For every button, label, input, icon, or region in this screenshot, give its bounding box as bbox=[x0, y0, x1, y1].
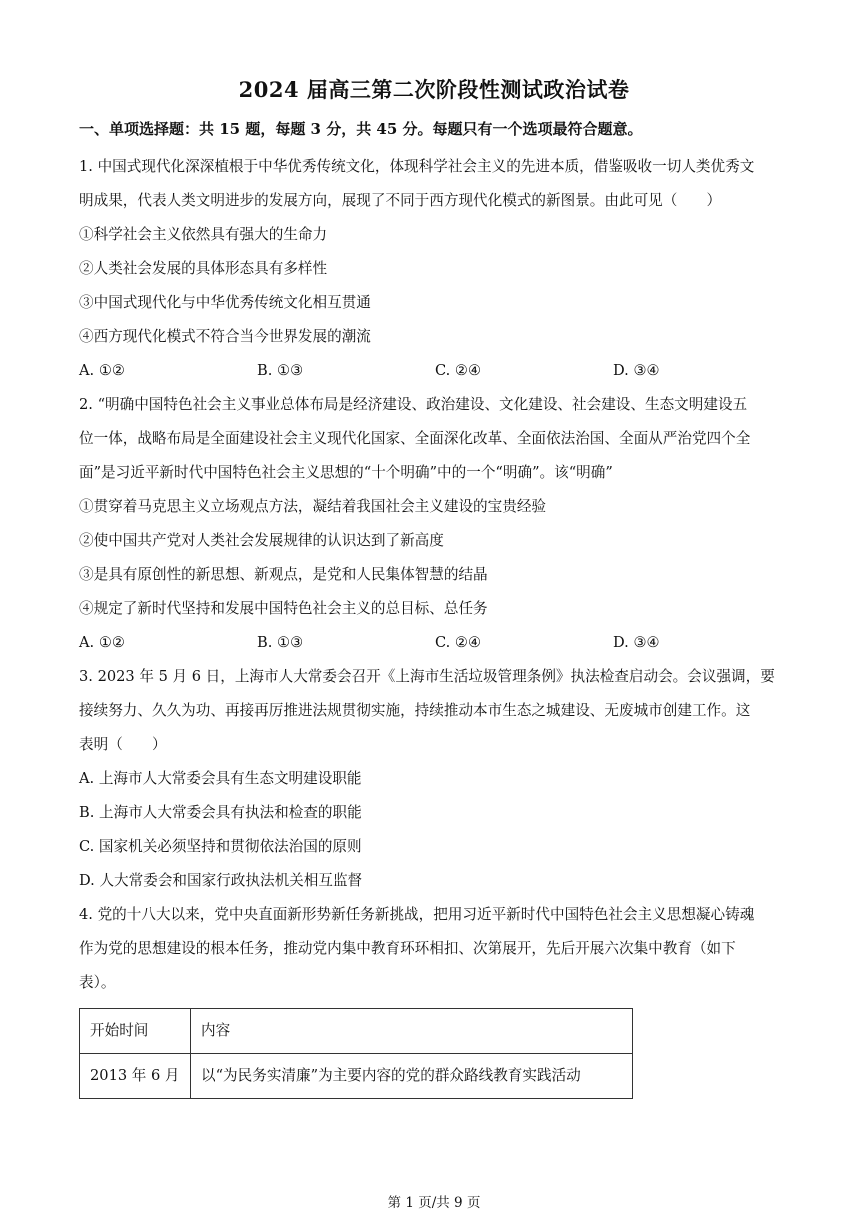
question-stem: 明成果，代表人类文明进步的发展方向，展现了不同于西方现代化模式的新图景。由此可见（ ） bbox=[79, 192, 722, 209]
option-b: B. ①③ bbox=[257, 362, 304, 379]
question-stem: 3. 2023 年 5 月 6 日，上海市人大常委会召开《上海市生活垃圾管理条例》执法检查启动会。会议强调，要 bbox=[79, 668, 775, 685]
exam-title: 2024 届高三第二次阶段性测试政治试卷 bbox=[238, 77, 630, 102]
statement-item: ②使中国共产党对人类社会发展规律的认识达到了新高度 bbox=[79, 532, 444, 549]
option-a: A. ①② bbox=[79, 362, 125, 379]
statement-item: ①贯穿着马克思主义立场观点方法，凝结着我国社会主义建设的宝贵经验 bbox=[79, 498, 547, 515]
option-c: C. ②④ bbox=[435, 362, 482, 379]
option-d: D. 人大常委会和国家行政执法机关相互监督 bbox=[79, 872, 363, 889]
section-heading: 一、单项选择题：共 15 题，每题 3 分，共 45 分。每题只有一个选项最符合题意。 bbox=[79, 120, 643, 138]
question-4 bbox=[79, 898, 792, 1099]
question-stem: 接续努力、久久为功、再接再厉推进法规贯彻实施，持续推动本市生态之城建设、无废城市创建工作。这 bbox=[79, 702, 751, 719]
statement-item: ④西方现代化模式不符合当今世界发展的潮流 bbox=[79, 328, 371, 345]
question-stem: 面”是习近平新时代中国特色社会主义思想的“十个明确”中的一个“明确”。该“明确” bbox=[79, 464, 613, 481]
statement-item: ④规定了新时代坚持和发展中国特色社会主义的总目标、总任务 bbox=[79, 600, 488, 617]
option-c: C. 国家机关必须坚持和贯彻依法治国的原则 bbox=[79, 838, 362, 855]
table-row bbox=[80, 1054, 633, 1099]
question-stem: 位一体，战略布局是全面建设社会主义现代化国家、全面深化改革、全面依法治国、全面从严治党四个全 bbox=[79, 430, 751, 447]
option-c: C. ②④ bbox=[435, 634, 482, 651]
table-header-cell: 内容 bbox=[191, 1009, 633, 1054]
question-stem: 表）。 bbox=[79, 974, 116, 991]
option-a: A. ①② bbox=[79, 634, 125, 651]
page-number-footer: 第 1 页/共 9 页 bbox=[387, 1195, 481, 1211]
question-stem: 2. “明确中国特色社会主义事业总体布局是经济建设、政治建设、文化建设、社会建设、生态文明建设五 bbox=[79, 396, 748, 413]
table-header-row bbox=[80, 1009, 633, 1054]
question-stem: 表明（ ） bbox=[79, 736, 167, 753]
table-header-cell: 开始时间 bbox=[80, 1009, 191, 1054]
question-3 bbox=[79, 660, 792, 898]
answer-options bbox=[79, 626, 792, 660]
answer-options bbox=[79, 354, 792, 388]
statement-item: ③是具有原创性的新思想、新观点，是党和人民集体智慧的结晶 bbox=[79, 566, 488, 583]
table-cell: 以“为民务实清廉”为主要内容的党的群众路线教育实践活动 bbox=[191, 1054, 633, 1099]
option-a: A. 上海市人大常委会具有生态文明建设职能 bbox=[79, 770, 362, 787]
option-d: D. ③④ bbox=[613, 634, 660, 651]
statement-item: ③中国式现代化与中华优秀传统文化相互贯通 bbox=[79, 294, 371, 311]
table-cell: 2013 年 6 月 bbox=[80, 1054, 191, 1099]
option-d: D. ③④ bbox=[613, 362, 660, 379]
question-stem: 4. 党的十八大以来，党中央直面新形势新任务新挑战，把用习近平新时代中国特色社会主义思想凝心铸魂 bbox=[79, 906, 755, 923]
question-stem: 1. 中国式现代化深深植根于中华优秀传统文化，体现科学社会主义的先进本质，借鉴吸收一切人类优秀文 bbox=[79, 158, 755, 175]
question-1 bbox=[79, 150, 792, 388]
statement-item: ①科学社会主义依然具有强大的生命力 bbox=[79, 226, 328, 243]
question-2 bbox=[79, 388, 792, 660]
statement-item: ②人类社会发展的具体形态具有多样性 bbox=[79, 260, 328, 277]
question-stem: 作为党的思想建设的根本任务，推动党内集中教育环环相扣、次第展开，先后开展六次集中教育（如下 bbox=[79, 940, 736, 957]
option-b: B. ①③ bbox=[257, 634, 304, 651]
education-table bbox=[79, 1008, 633, 1099]
question-list bbox=[79, 150, 792, 1099]
option-b: B. 上海市人大常委会具有执法和检查的职能 bbox=[79, 804, 362, 821]
